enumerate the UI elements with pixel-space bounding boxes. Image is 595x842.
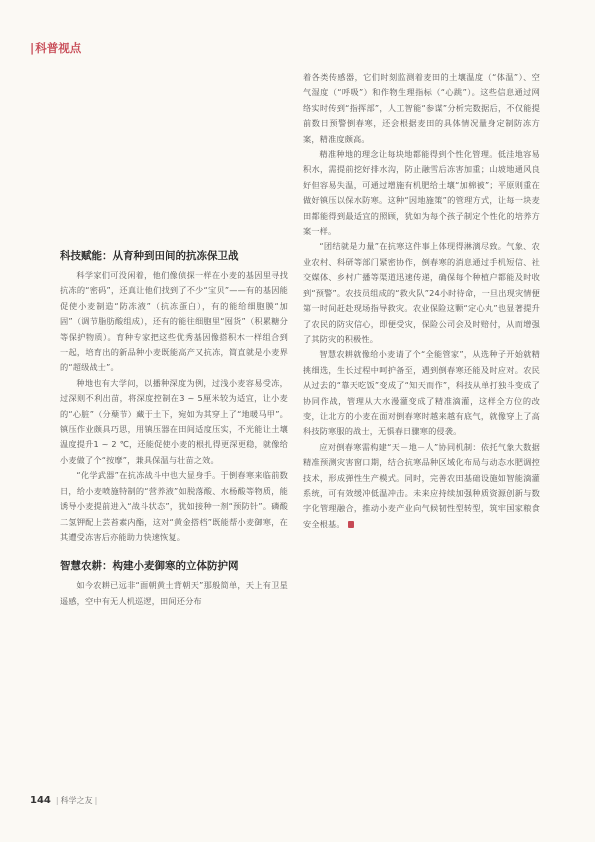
heading-tech-empowerment: 科技赋能：从育种到田间的抗冻保卫战	[60, 250, 239, 262]
paragraph: 科学家们可没闲着，他们像侦探一样在小麦的基因里寻找抗冻的“密码”，还真让他们找到了不少“宝贝”——有的基因能促使小麦制造“防冻液”（抗冻蛋白），有的能给细胞膜“加固”（调节脂肪酸组成），还有的能往细胞里“囤货”（积累糖分等保护物质）。育种专家把这些优秀基因像搭积木一样组合到一起，培育出的新品种小麦既能高产又抗冻，简直就是小麦界的“超级战士”。	[60, 270, 288, 373]
paragraph: 如今农耕已远非“面朝黄土背朝天”那般简单，天上有卫星遥感，空中有无人机巡逻，田间还分布	[60, 580, 288, 606]
section-title: 科普视点	[35, 41, 82, 55]
illustration-area	[30, 70, 292, 235]
paragraph: “团结就是力量”在抗寒这件事上体现得淋漓尽致。气象、农业农村、科研等部门紧密协作，倒春寒的消息通过手机短信、社交媒体、乡村广播等渠道迅速传递，确保每个种植户都能及时收到“预警”。农技员组成的“救火队”24小时待命，一旦出现灾情便第一时间赶赴现场指导救灾。农业保险这颗“定心丸”也显著提升了农民的防灾信心，即便受灾，保险公司会及时赔付，从而增强了其防灾的积极性。	[303, 241, 540, 344]
final-text: 应对倒春寒需构建“天－地－人”协同机制：依托气象大数据精准预测灾害窗口期，结合抗寒品种区域化布局与动态水肥调控技术，形成弹性生产模式。同时，完善农田基础设施如智能滴灌系统，可有效缓冲低温冲击。未来应持续加强种质资源创新与数字化管理融合，推动小麦产业向气候韧性型转型，筑牢国家粮食安全根基。	[303, 441, 540, 529]
right-column	[303, 70, 540, 532]
section-header	[30, 40, 81, 56]
paragraph: “化学武器”在抗冻战斗中也大显身手。于倒春寒来临前数日，给小麦喷施特制的“营养液”如脱落酸、水杨酸等物质，能诱导小麦提前进入“战斗状态”，犹如接种一剂“预防针”。磷酸二氢钾配上芸苔素内酯，这对“黄金搭档”既能帮小麦御寒，在其遭受冻害后亦能助力快速恢复。	[60, 470, 288, 542]
heading-smart-farming: 智慧农耕：构建小麦御寒的立体防护网	[60, 560, 239, 573]
left-column	[60, 245, 288, 609]
paragraph: 种地也有大学问，以播种深度为例，过浅小麦容易受冻，过深则不利出苗，将深度控制在3 ~ 5厘米较为适宜，让小麦的“心脏”（分蘖节）藏于土下，宛如为其穿上了“地暖马甲”。镇压作业颇具巧思，用镇压器在田间适度压实，不光能让土壤温度提升1 ~ 2 ℃，还能促使小麦的根扎得更深更稳，就像给小麦做了个“按摩”，兼具保温与壮苗之效。	[60, 377, 288, 465]
page-number: 144	[30, 795, 51, 806]
magazine-name: 科学之友	[60, 796, 93, 805]
paragraph: 智慧农耕就像给小麦请了个“全能管家”，从选种子开始就精挑细选，生长过程中呵护备至，遇到倒春寒还能及时应对。农民从过去的“靠天吃饭”变成了“知天而作”，科技从单打独斗变成了协同作战，管理从大水漫灌变成了精准滴灌，这样全方位的改变，让北方的小麦在面对倒春寒时越来越有底气，就像穿上了高科技防寒服的战士，无惧春日骤寒的侵袭。	[303, 349, 540, 437]
page-footer: 144 | 科学之友 |	[30, 795, 98, 806]
paragraph-final	[303, 440, 540, 532]
article-end-icon	[348, 521, 354, 528]
paragraph: 精准种地的理念让每块地都能得到个性化管理。低洼地容易积水，需提前挖好排水沟，防止融雪后冻害加重；山坡地通风良好但容易失温，可通过增施有机肥给土壤“加棉被”；平原则重在做好镇压以保水防寒。这种“因地施策”的管理方式，让每一块麦田都能得到最适宜的照顾，犹如为每个孩子制定个性化的培养方案一样。	[303, 149, 540, 237]
paragraph: 着各类传感器，它们时刻监测着麦田的土壤温度（“体温”）、空气湿度（“呼吸”）和作物生理指标（“心跳”）。这些信息通过网络实时传到“指挥部”，人工智能“参谋”分析完数据后，不仅能提前数日预警倒春寒，还会根据麦田的具体情况量身定制防冻方案，精准度颇高。	[303, 72, 540, 144]
header-bar-mark: |	[30, 41, 35, 55]
